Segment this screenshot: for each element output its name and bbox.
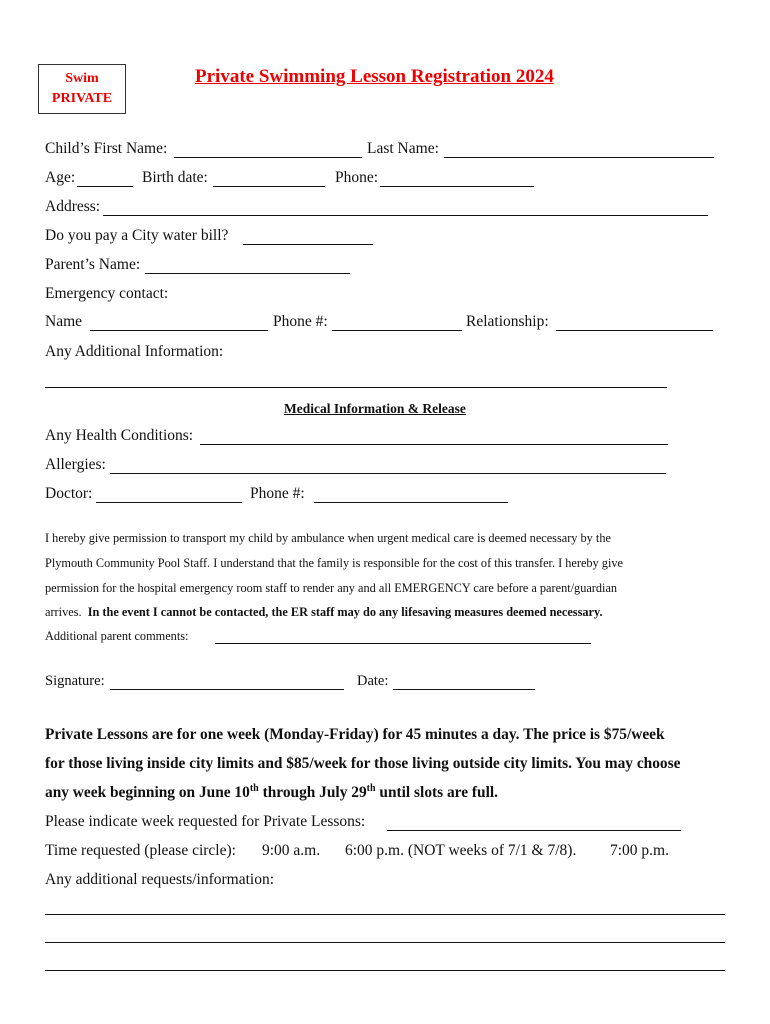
relationship-label: Relationship: [466,313,549,330]
swim-private-logo [38,64,126,114]
signature-label: Signature: [45,673,105,689]
age-label: Age: [45,169,76,186]
doctor-phone-field[interactable] [314,502,508,503]
logo-line1: Swim [65,71,99,86]
additional-requests-label: Any additional requests/information: [45,871,275,888]
permission-text-4 [45,605,603,620]
time-option-900am[interactable]: 9:00 a.m. [262,842,321,859]
emergency-name-field[interactable] [90,330,268,331]
week-requested-field[interactable] [387,830,681,831]
page-title: Private Swimming Lesson Registration 2024 [195,66,554,87]
week-requested-label: Please indicate week requested for Private Lessons: [45,813,366,830]
allergies-label: Allergies: [45,456,106,473]
permission-text-3: permission for the hospital emergency room staff to render any and all EMERGENCY care before a parent/guardian [45,581,618,595]
doctor-phone-label: Phone #: [250,485,305,502]
emergency-phone-label: Phone #: [273,313,328,330]
phone-field[interactable] [380,186,534,187]
birth-date-label: Birth date: [142,169,208,186]
doctor-label: Doctor: [45,485,93,502]
lessons-info-line3c: until slots are full. [375,784,498,801]
health-conditions-label: Any Health Conditions: [45,427,194,444]
additional-requests-line-3[interactable] [45,970,725,971]
date-label: Date: [357,673,389,689]
time-option-700pm[interactable]: 7:00 p.m. [610,842,669,859]
emergency-phone-field[interactable] [332,330,462,331]
emergency-contact-label: Emergency contact: [45,285,169,302]
date-field[interactable] [393,689,535,690]
additional-info-field[interactable] [45,387,667,388]
lessons-sup2: th [366,782,376,794]
parent-name-label: Parent’s Name: [45,256,141,273]
medical-heading: Medical Information & Release [284,401,466,416]
signature-field[interactable] [110,689,344,690]
first-name-field[interactable] [174,157,362,158]
birth-date-field[interactable] [213,186,325,187]
age-field[interactable] [77,186,133,187]
phone-label: Phone: [335,169,379,186]
emergency-name-label: Name [45,313,83,330]
lessons-info-line2: for those living inside city limits and $85/week for those living outside city limits. You may choose [45,755,681,772]
relationship-field[interactable] [556,330,713,331]
lessons-info-line3b: through July 29 [258,784,367,801]
last-name-label: Last Name: [367,140,439,157]
first-name-label: Child’s First Name: [45,140,168,157]
permission-text-4a: arrives. [45,605,82,619]
water-bill-field[interactable] [243,244,373,245]
time-option-600pm[interactable]: 6:00 p.m. (NOT weeks of 7/1 & 7/8). [345,842,577,859]
additional-info-label: Any Additional Information: [45,343,224,360]
additional-requests-line-1[interactable] [45,914,725,915]
parent-comments-field[interactable] [215,643,591,644]
additional-requests-line-2[interactable] [45,942,725,943]
water-bill-label: Do you pay a City water bill? [45,227,229,244]
time-requested-label: Time requested (please circle): [45,842,236,859]
permission-text-2: Plymouth Community Pool Staff. I understand that the family is responsible for the cost of this transfer. I hereby give [45,556,623,570]
lessons-info-line3a: any week beginning on June 10 [45,784,250,801]
logo-line2: PRIVATE [51,91,113,106]
permission-text-1: I hereby give permission to transport my child by ambulance when urgent medical care is deemed necessary by the [45,531,611,545]
parent-comments-label: Additional parent comments: [45,629,189,643]
address-label: Address: [45,198,101,215]
health-conditions-field[interactable] [200,444,668,445]
address-field[interactable] [103,215,708,216]
allergies-field[interactable] [110,473,666,474]
lessons-info-line1: Private Lessons are for one week (Monday-Friday) for 45 minutes a day. The price is $75/week [45,726,665,743]
lessons-info-line3 [45,784,498,802]
parent-name-field[interactable] [145,273,350,274]
permission-text-4b: In the event I cannot be contacted, the ER staff may do any lifesaving measures deemed necessary. [87,605,603,619]
last-name-field[interactable] [444,157,714,158]
doctor-field[interactable] [96,502,242,503]
lessons-sup1: th [249,782,259,794]
